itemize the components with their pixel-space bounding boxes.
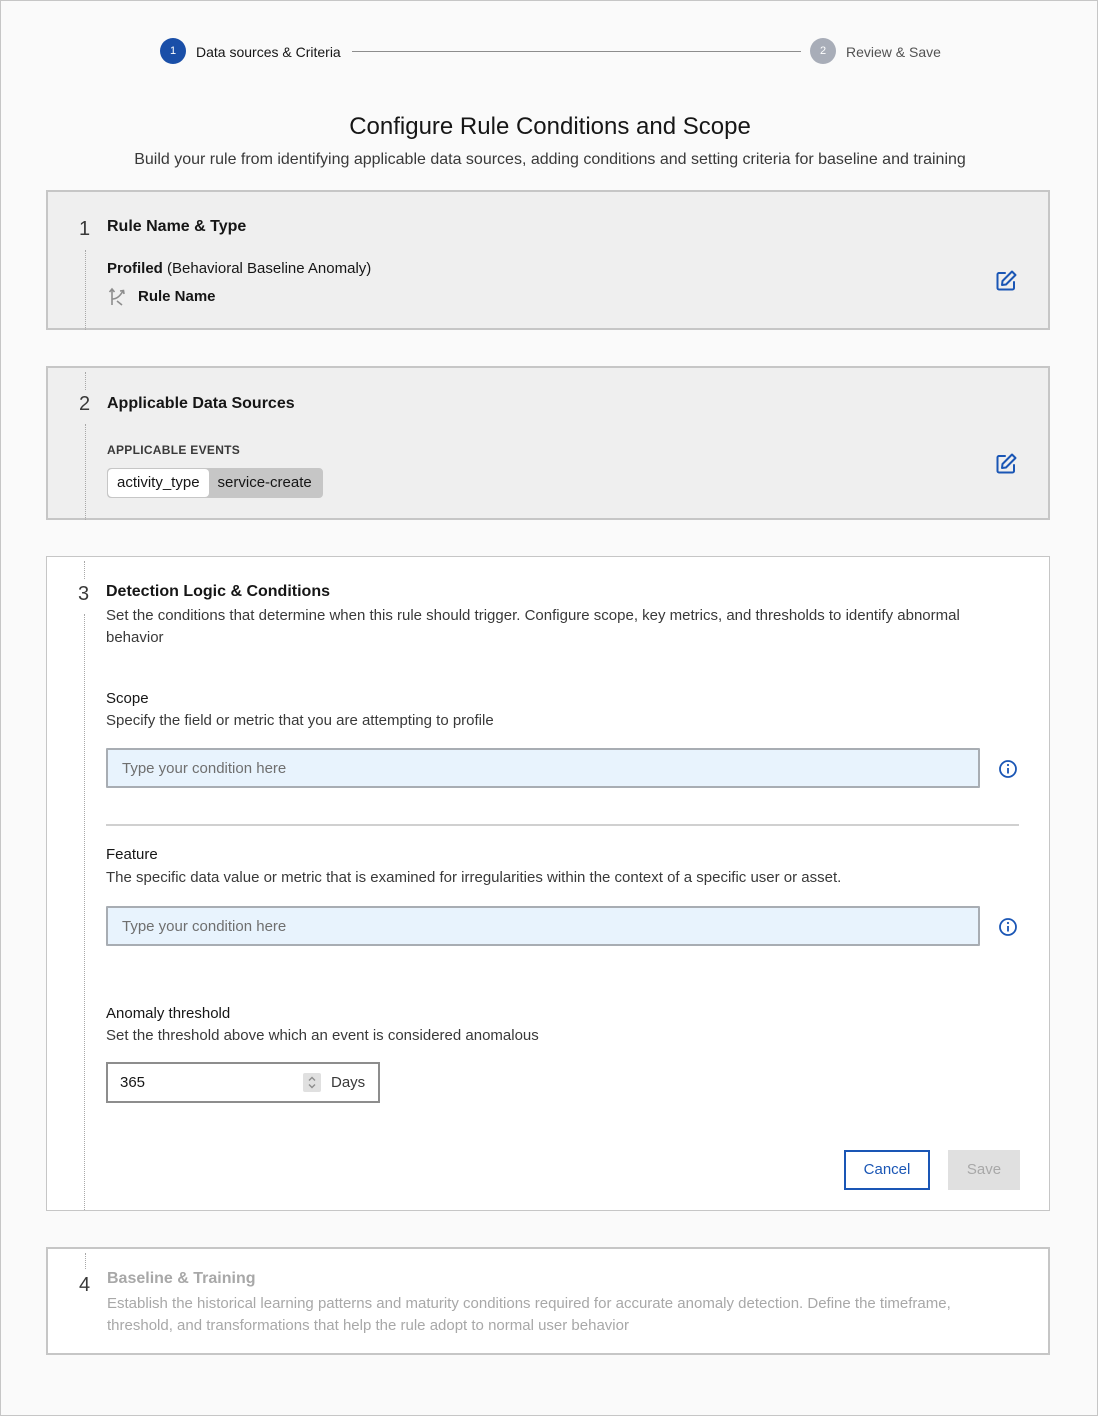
section-description: Set the conditions that determine when this rule should trigger. Configure scope, key metrics, and thresholds to identify abnormal behavior bbox=[106, 607, 960, 646]
stepper-arrows-icon[interactable] bbox=[303, 1073, 321, 1092]
rule-type bbox=[107, 260, 371, 277]
page-title: Configure Rule Conditions and Scope bbox=[349, 113, 751, 140]
section-detection-logic bbox=[46, 556, 1050, 1211]
section-number: 4 bbox=[79, 1274, 91, 1296]
edit-icon[interactable] bbox=[994, 269, 1018, 293]
scope-input[interactable] bbox=[106, 748, 980, 788]
applicable-events-label: APPLICABLE EVENTS bbox=[107, 443, 241, 457]
stepper-connector bbox=[352, 51, 801, 52]
info-icon[interactable] bbox=[998, 917, 1018, 937]
section-description: Establish the historical learning patterns and maturity conditions required for accurate anomaly detection. Define the timeframe, threshold, and transformations that help the rule adopt to normal user behavior bbox=[107, 1295, 951, 1334]
save-button[interactable]: Save bbox=[948, 1150, 1020, 1190]
section-title: Baseline & Training bbox=[107, 1270, 256, 1287]
threshold-label: Anomaly threshold bbox=[106, 1005, 231, 1022]
page-subtitle: Build your rule from identifying applicable data sources, adding conditions and setting criteria for baseline and training bbox=[134, 151, 966, 168]
section-number: 1 bbox=[79, 218, 91, 240]
threshold-number-input bbox=[106, 1062, 380, 1103]
section-title: Rule Name & Type bbox=[107, 218, 247, 235]
info-icon[interactable] bbox=[998, 759, 1018, 779]
scope-help: Specify the field or metric that you are attempting to profile bbox=[106, 712, 494, 729]
branch-icon bbox=[107, 286, 129, 308]
threshold-help: Set the threshold above which an event is considered anomalous bbox=[106, 1027, 539, 1044]
section-rule-name-type bbox=[46, 190, 1050, 330]
progress-stepper bbox=[1, 38, 1098, 66]
field-divider bbox=[106, 824, 1019, 826]
section-connector bbox=[84, 614, 85, 1210]
threshold-value[interactable] bbox=[120, 1064, 290, 1101]
rule-name: Rule Name bbox=[138, 288, 216, 305]
rule-type-detail: (Behavioral Baseline Anomaly) bbox=[162, 260, 372, 277]
step-1-indicator[interactable]: 1 bbox=[160, 38, 186, 64]
section-title: Applicable Data Sources bbox=[107, 395, 295, 412]
feature-input[interactable] bbox=[106, 906, 980, 946]
section-applicable-data-sources bbox=[46, 366, 1050, 520]
section-connector-top bbox=[85, 372, 86, 390]
section-connector bbox=[85, 250, 86, 330]
step-2-indicator[interactable]: 2 bbox=[810, 38, 836, 64]
section-number: 3 bbox=[78, 583, 90, 605]
step-1-label[interactable]: Data sources & Criteria bbox=[196, 44, 341, 60]
section-connector-top bbox=[85, 1253, 86, 1269]
tag-value: service-create bbox=[217, 474, 312, 491]
rule-type-name: Profiled bbox=[107, 260, 163, 277]
step-2-label[interactable]: Review & Save bbox=[846, 44, 941, 60]
tag-key: activity_type bbox=[108, 469, 209, 497]
scope-label: Scope bbox=[106, 690, 149, 707]
cancel-button[interactable]: Cancel bbox=[844, 1150, 930, 1190]
threshold-unit: Days bbox=[331, 1074, 366, 1091]
section-number: 2 bbox=[79, 393, 91, 415]
feature-help: The specific data value or metric that is examined for irregularities within the context of a specific user or asset. bbox=[106, 869, 842, 886]
edit-icon[interactable] bbox=[994, 452, 1018, 476]
section-connector bbox=[85, 424, 86, 520]
event-filter-tag[interactable] bbox=[107, 468, 323, 498]
section-title: Detection Logic & Conditions bbox=[106, 583, 330, 600]
section-connector-top bbox=[84, 561, 85, 579]
section-baseline-training bbox=[46, 1247, 1050, 1355]
feature-label: Feature bbox=[106, 846, 158, 863]
